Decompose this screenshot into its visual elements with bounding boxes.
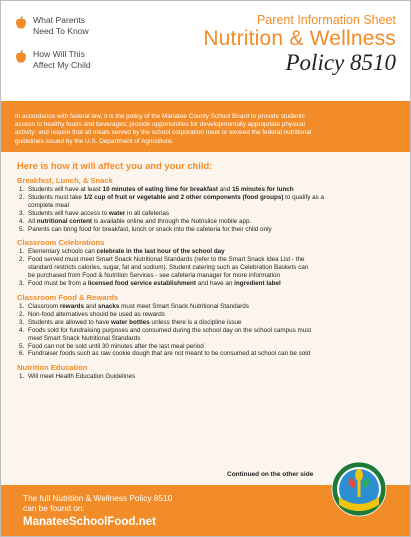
list-item: [17, 311, 394, 319]
item-text: meet Smart Snack Nutritional Standards: [28, 334, 141, 342]
item-text: Students will have at least: [28, 186, 103, 193]
section-title-education: Nutrition Education: [17, 363, 88, 373]
item-number: 3.: [19, 209, 25, 217]
celebrations-list: [17, 248, 394, 288]
section-title-rewards: Classroom Food & Rewards: [17, 292, 119, 302]
header-item-what-parents: [15, 15, 135, 37]
item-text: to qualify as a: [283, 193, 325, 201]
sheet-title: Parent Information Sheet: [257, 13, 396, 27]
list-item: [17, 280, 394, 288]
how-heading: Here is how it will affect you and your child:: [17, 160, 213, 171]
footer-line2: can be found on:: [23, 503, 85, 513]
item-text: Parents can bring food for breakfast, lunch or snack into the cafeteria for their child only: [28, 225, 272, 233]
item-text-bold: 10 minutes of eating time for breakfast: [102, 186, 219, 193]
list-item: [17, 226, 394, 234]
header-right: [136, 13, 396, 76]
item-text: All: [28, 217, 37, 225]
item-text: Students will have access to: [28, 209, 109, 217]
item-number: 5.: [19, 225, 25, 233]
item-text: is available online and through the Nutrislice mobile app.: [92, 217, 252, 225]
header-item-how-will: [15, 49, 135, 71]
list-item: [17, 373, 394, 381]
item-text: and have an: [196, 280, 235, 288]
list-item: [17, 194, 394, 210]
list-item: [17, 350, 394, 358]
item-text: and: [218, 186, 233, 193]
list-item: [17, 186, 394, 194]
list-item: [17, 319, 394, 327]
intro-banner: [1, 101, 410, 152]
item-number: 2.: [19, 256, 25, 264]
item-text: Classroom: [28, 302, 60, 310]
item-text: Food can not be sold until 30 minutes after the last meal period: [28, 342, 204, 350]
item-text: unless there is a discipline issue: [149, 318, 242, 326]
item-text: and: [84, 302, 99, 310]
list-item: [17, 327, 394, 343]
list-item: [17, 256, 394, 280]
main-title: Nutrition & Wellness: [203, 27, 396, 50]
continued-note: Continued on the other side: [227, 471, 314, 478]
item-text-bold: celebrate in the last hour of the school day: [96, 248, 225, 256]
item-text-bold: licensed food service establishment: [87, 280, 196, 288]
header-item2-line1: How Will This: [33, 49, 85, 59]
item-text: Elementary schools can: [28, 248, 97, 256]
item-text: Will meet Health Education Guidelines: [28, 373, 136, 381]
item-text: Food must be from a: [28, 280, 88, 288]
footer-line1: The full Nutrition & Wellness Policy 8510: [23, 493, 173, 503]
education-list: [17, 373, 394, 381]
content-area: [1, 152, 410, 485]
item-number: 1.: [19, 186, 25, 193]
item-text-bold: water: [108, 209, 126, 217]
breakfast-list: [17, 186, 394, 233]
intro-line: In accordance with federal law, it is the policy of the Manatee County School Board to provide students: [15, 113, 305, 120]
item-text: Students must take: [28, 193, 84, 201]
item-text-bold: 1/2 cup of fruit or vegetable and 2 other components (food groups): [83, 193, 284, 201]
item-text: in all cafeterias: [125, 209, 170, 217]
item-text: Students are allowed to have: [28, 318, 111, 326]
item-text: be purchased from Food & Nutrition Services - see cafeteria manager for more information: [28, 272, 280, 280]
item-text-bold: ingredient label: [234, 280, 281, 288]
item-number: 4.: [19, 217, 25, 225]
item-number: 5.: [19, 342, 25, 350]
apple-icon: [15, 16, 27, 29]
header-item2-line2: Affect My Child: [33, 60, 91, 70]
rewards-list: [17, 303, 394, 358]
item-text-bold: nutritional content: [36, 217, 93, 225]
list-item: [17, 343, 394, 351]
item-number: 1.: [19, 302, 25, 310]
item-text: must meet Smart Snack Nutritional Standards: [119, 302, 249, 310]
school-district-seal-logo: [331, 461, 387, 517]
item-number: 1.: [19, 248, 25, 256]
item-text: complete meal: [28, 201, 69, 209]
policy-number: Policy 8510: [285, 50, 396, 75]
item-text: Fundraiser foods such as raw cookie dough that are not meant to be consumed at school can be sold: [28, 350, 311, 358]
intro-line: guidelines issued by the U.S. Department of Agriculture.: [15, 137, 174, 145]
item-number: 3.: [19, 280, 25, 288]
item-number: 1.: [19, 373, 25, 381]
header-left: [15, 15, 135, 83]
item-number: 2.: [19, 193, 25, 201]
item-text-bold: 15 minutes for lunch: [232, 186, 294, 193]
item-number: 3.: [19, 318, 25, 326]
item-text: Non-food alternatives should be used as rewards: [28, 310, 165, 318]
item-text: Foods sold for fundraising purposes and consumed during the school day on the school campus must: [28, 326, 312, 334]
apple-icon: [15, 50, 27, 63]
list-item: [17, 218, 394, 226]
item-text-bold: snacks: [98, 302, 120, 310]
item-text-bold: water bottles: [110, 318, 150, 326]
list-item: [17, 248, 394, 256]
item-number: 6.: [19, 350, 25, 358]
item-number: 4.: [19, 326, 25, 334]
item-number: 2.: [19, 310, 25, 318]
intro-line: access to healthy foods and beverages; provide opportunities for developmentally appropriate physical: [15, 121, 305, 129]
header-item1-line2: Need To Know: [33, 26, 89, 36]
list-item: [17, 303, 394, 311]
section-title-celebrations: Classroom Celebrations: [17, 238, 105, 248]
item-text: standard restricts calories, sugar, fat and sodium). Student catering such as Celebration Baskets can: [28, 264, 309, 272]
list-item: [17, 210, 394, 218]
section-title-breakfast: Breakfast, Lunch, & Snack: [17, 176, 113, 185]
item-text-bold: rewards: [59, 302, 84, 310]
footer-url-link[interactable]: ManateeSchoolFood.net: [23, 516, 156, 528]
intro-line: activity; and require that all meals served by the school corporation meet or exceed the federal nutritional: [15, 129, 312, 137]
item-text: Food served must meet Smart Snack Nutritional Standards (refer to the Smart Snack Idea List - the: [28, 256, 305, 264]
header-item1-line1: What Parents: [33, 15, 86, 25]
